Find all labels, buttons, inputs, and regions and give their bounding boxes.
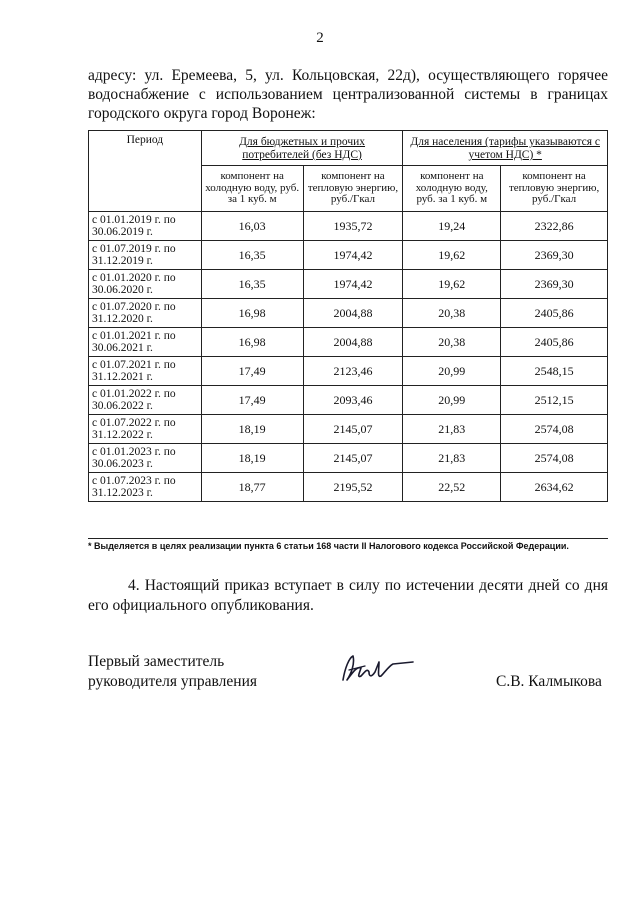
header-heat-pop: компонент на тепловую энергию, руб./Гкал <box>501 165 608 211</box>
cold-pop-cell: 20,38 <box>403 328 501 357</box>
cold-budget-cell: 17,49 <box>201 386 303 415</box>
header-period: Период <box>89 131 202 212</box>
period-cell: с 01.07.2019 г. по 31.12.2019 г. <box>89 241 202 270</box>
table-row <box>89 328 608 357</box>
cold-pop-cell: 20,99 <box>403 357 501 386</box>
cold-pop-cell: 20,38 <box>403 299 501 328</box>
heat-budget-cell: 2093,46 <box>303 386 403 415</box>
header-group-budget <box>201 131 403 166</box>
cold-pop-cell: 19,62 <box>403 270 501 299</box>
table-row <box>89 415 608 444</box>
cold-budget-cell: 16,35 <box>201 241 303 270</box>
cold-budget-cell: 16,35 <box>201 270 303 299</box>
intro-line: водоснабжение с использованием централизованной системы в границах <box>88 86 608 103</box>
header-heat-budget: компонент на тепловую энергию, руб./Гкал <box>303 165 403 211</box>
cold-budget-cell: 18,19 <box>201 415 303 444</box>
table-row <box>89 473 608 502</box>
signer-title <box>88 652 257 692</box>
period-cell: с 01.01.2023 г. по 30.06.2023 г. <box>89 444 202 473</box>
table-row <box>89 444 608 473</box>
tariff-table <box>88 130 608 502</box>
header-cold-pop: компонент на холодную воду, руб. за 1 куб. м <box>403 165 501 211</box>
signer-name: С.В. Калмыкова <box>496 673 602 690</box>
header-group-budget-text: Для бюджетных и прочих потребителей (без НДС) <box>239 136 366 161</box>
period-cell: с 01.07.2023 г. по 31.12.2023 г. <box>89 473 202 502</box>
header-group-population-text: Для населения (тарифы указываются с учетом НДС) * <box>410 136 600 161</box>
table-row <box>89 212 608 241</box>
cold-budget-cell: 18,19 <box>201 444 303 473</box>
clause-line: его официального опубликования. <box>88 597 314 614</box>
cold-budget-cell: 18,77 <box>201 473 303 502</box>
heat-budget-cell: 2145,07 <box>303 415 403 444</box>
period-cell: с 01.01.2022 г. по 30.06.2022 г. <box>89 386 202 415</box>
table-row <box>89 299 608 328</box>
cold-budget-cell: 17,49 <box>201 357 303 386</box>
intro-paragraph <box>88 66 608 123</box>
clause-paragraph <box>88 576 608 616</box>
heat-pop-cell: 2634,62 <box>501 473 608 502</box>
cold-pop-cell: 21,83 <box>403 415 501 444</box>
heat-pop-cell: 2574,08 <box>501 444 608 473</box>
heat-budget-cell: 2145,07 <box>303 444 403 473</box>
period-cell: с 01.01.2021 г. по 30.06.2021 г. <box>89 328 202 357</box>
cold-budget-cell: 16,98 <box>201 299 303 328</box>
heat-pop-cell: 2369,30 <box>501 270 608 299</box>
cold-pop-cell: 21,83 <box>403 444 501 473</box>
cold-pop-cell: 19,62 <box>403 241 501 270</box>
heat-pop-cell: 2512,15 <box>501 386 608 415</box>
clause-line: 4. Настоящий приказ вступает в силу по истечении десяти дней со дня <box>128 577 608 594</box>
handwritten-signature <box>335 650 415 690</box>
heat-budget-cell: 2004,88 <box>303 328 403 357</box>
page-number: 2 <box>316 30 324 46</box>
header-cold-budget: компонент на холодную воду, руб. за 1 куб. м <box>201 165 303 211</box>
heat-pop-cell: 2548,15 <box>501 357 608 386</box>
heat-budget-cell: 1974,42 <box>303 270 403 299</box>
heat-pop-cell: 2574,08 <box>501 415 608 444</box>
cold-pop-cell: 19,24 <box>403 212 501 241</box>
period-cell: с 01.01.2019 г. по 30.06.2019 г. <box>89 212 202 241</box>
heat-budget-cell: 2004,88 <box>303 299 403 328</box>
heat-pop-cell: 2369,30 <box>501 241 608 270</box>
cold-budget-cell: 16,03 <box>201 212 303 241</box>
header-group-population <box>403 131 608 166</box>
cold-budget-cell: 16,98 <box>201 328 303 357</box>
period-cell: с 01.07.2022 г. по 31.12.2022 г. <box>89 415 202 444</box>
cold-pop-cell: 22,52 <box>403 473 501 502</box>
heat-pop-cell: 2405,86 <box>501 299 608 328</box>
heat-pop-cell: 2322,86 <box>501 212 608 241</box>
table-row <box>89 270 608 299</box>
heat-pop-cell: 2405,86 <box>501 328 608 357</box>
heat-budget-cell: 1974,42 <box>303 241 403 270</box>
cold-pop-cell: 20,99 <box>403 386 501 415</box>
table-row <box>89 357 608 386</box>
heat-budget-cell: 2195,52 <box>303 473 403 502</box>
period-cell: с 01.07.2020 г. по 31.12.2020 г. <box>89 299 202 328</box>
signer-title-line: руководителя управления <box>88 673 258 690</box>
heat-budget-cell: 1935,72 <box>303 212 403 241</box>
intro-line: адресу: ул. Еремеева, 5, ул. Кольцовская, 22д), осуществляющего горячее <box>88 67 608 84</box>
period-cell: с 01.01.2020 г. по 30.06.2020 г. <box>89 270 202 299</box>
table-row <box>89 386 608 415</box>
signer-title-line: Первый заместитель <box>88 653 225 670</box>
intro-line: городского округа город Воронеж: <box>88 105 316 122</box>
table-row <box>89 241 608 270</box>
footnote: * Выделяется в целях реализации пункта 6 статьи 168 части II Налогового кодекса Российской Федерации. <box>88 538 608 551</box>
heat-budget-cell: 2123,46 <box>303 357 403 386</box>
period-cell: с 01.07.2021 г. по 31.12.2021 г. <box>89 357 202 386</box>
